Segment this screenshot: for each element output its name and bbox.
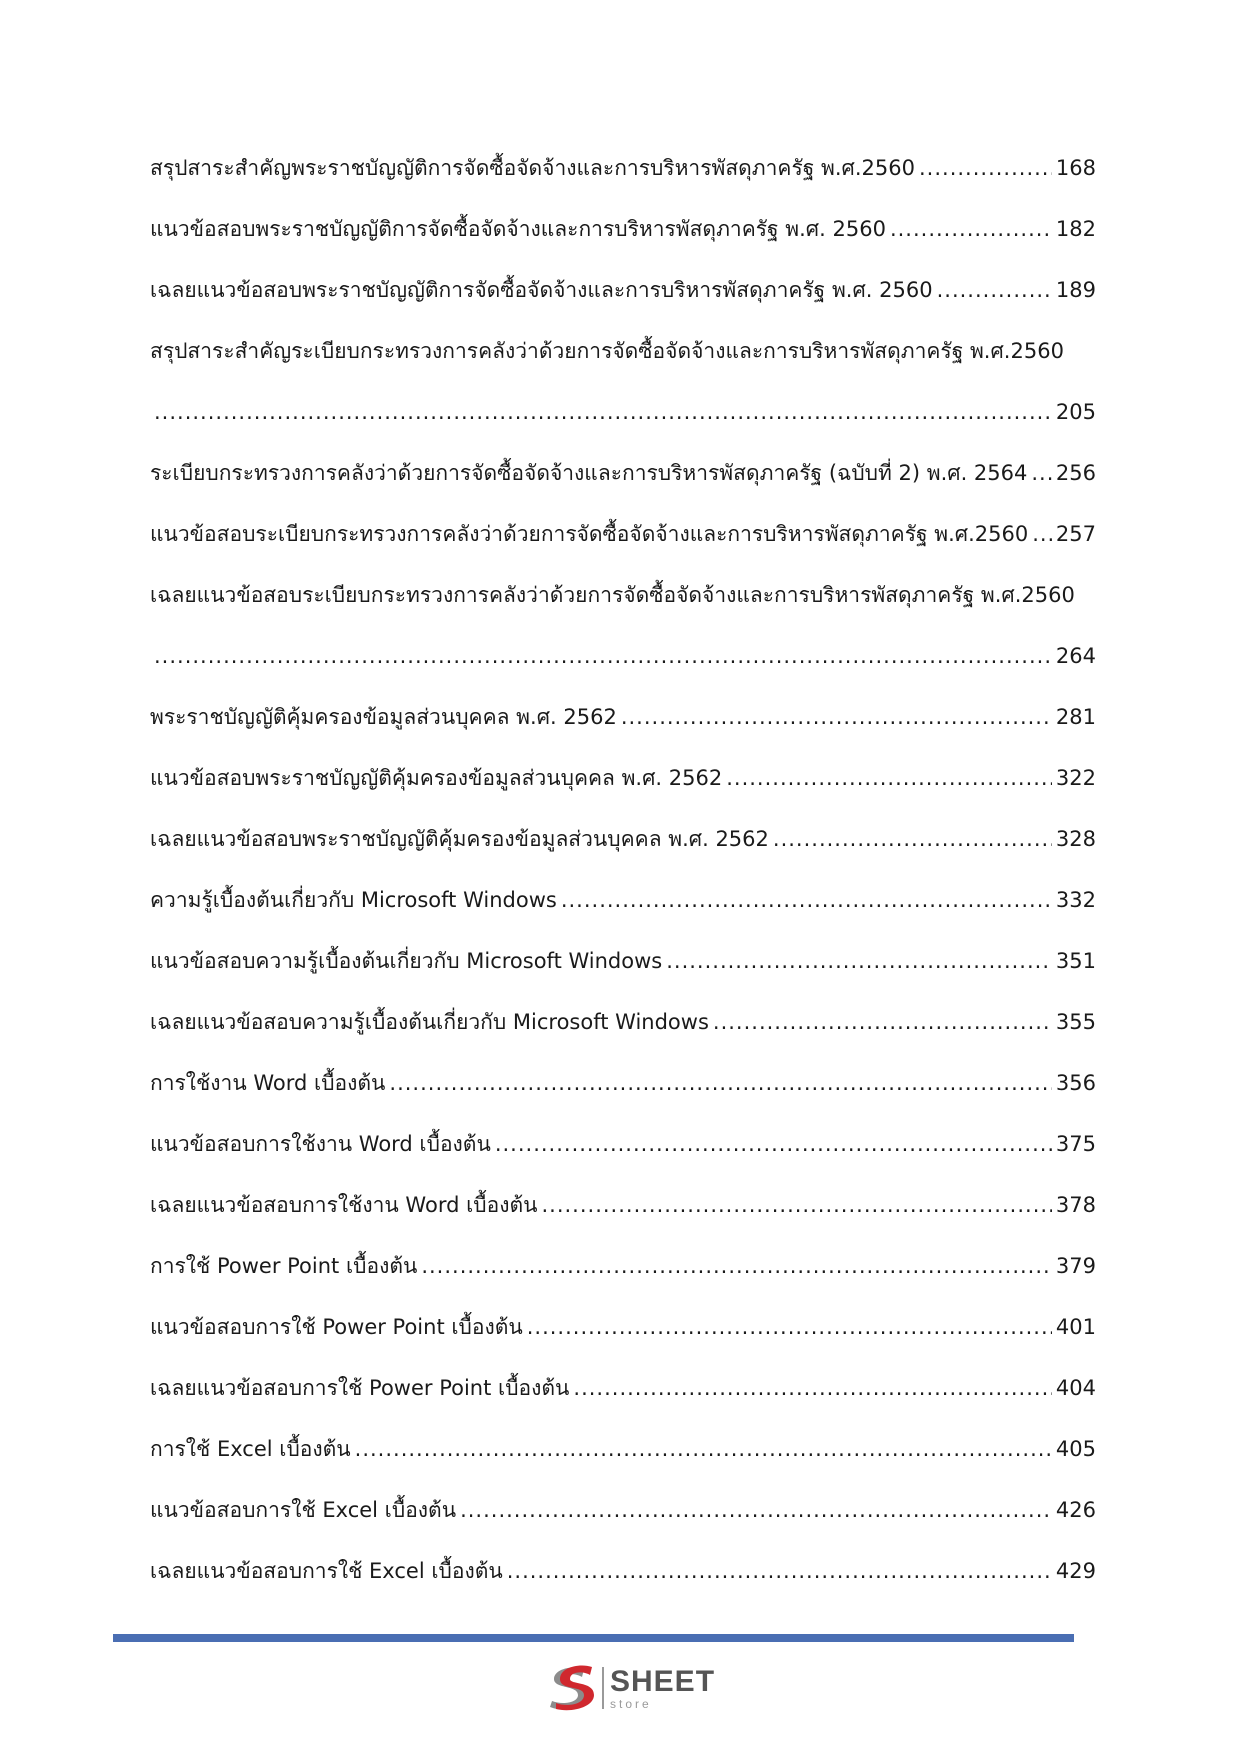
toc-dot-leader bbox=[773, 825, 1052, 853]
toc-entry-page: 379 bbox=[1055, 1254, 1096, 1278]
toc-entry[interactable] bbox=[150, 215, 1096, 276]
toc-entry-page: 264 bbox=[1055, 644, 1096, 668]
toc-dot-leader bbox=[154, 642, 1052, 670]
toc-entry-page: 189 bbox=[1055, 278, 1096, 302]
logo-subword: store bbox=[610, 1696, 652, 1711]
toc-entry-page: 351 bbox=[1055, 949, 1096, 973]
sheet-store-logo-icon bbox=[544, 1663, 600, 1713]
toc-dot-leader bbox=[726, 764, 1052, 792]
toc-entry[interactable] bbox=[150, 1191, 1096, 1252]
toc-entry-page: 426 bbox=[1055, 1498, 1096, 1522]
toc-entry-page: 401 bbox=[1055, 1315, 1096, 1339]
toc-dot-leader bbox=[154, 398, 1052, 426]
toc-dot-leader bbox=[389, 1069, 1052, 1097]
toc-dot-leader bbox=[713, 1008, 1052, 1036]
toc-entry-title: เฉลยแนวข้อสอบการใช้ Power Point เบื้องต้น bbox=[150, 1376, 570, 1400]
toc-entry[interactable] bbox=[150, 276, 1096, 337]
toc-dot-leader bbox=[919, 154, 1052, 182]
toc-entry-title: เฉลยแนวข้อสอบความรู้เบื้องต้นเกี่ยวกับ Microsoft Windows bbox=[150, 1010, 709, 1034]
toc-entry-title: แนวข้อสอบการใช้ Excel เบื้องต้น bbox=[150, 1498, 457, 1522]
toc-entry[interactable] bbox=[150, 337, 1096, 459]
toc-dot-leader bbox=[495, 1130, 1052, 1158]
toc-dot-leader bbox=[1032, 520, 1052, 548]
toc-entry-title: การใช้งาน Word เบื้องต้น bbox=[150, 1071, 386, 1095]
toc-entry-title: เฉลยแนวข้อสอบการใช้ Excel เบื้องต้น bbox=[150, 1559, 503, 1583]
toc-entry-page: 355 bbox=[1055, 1010, 1096, 1034]
toc-entry-line bbox=[150, 642, 1096, 703]
toc-entry-page: 405 bbox=[1055, 1437, 1096, 1461]
toc-entry-title: เฉลยแนวข้อสอบระเบียบกระทรวงการคลังว่าด้วยการจัดซื้อจัดจ้างและการบริหารพัสดุภาครัฐ พ.ศ.2560 bbox=[150, 583, 1075, 607]
toc-entry-page: 322 bbox=[1055, 766, 1096, 790]
toc-dot-leader bbox=[666, 947, 1052, 975]
toc-dot-leader bbox=[460, 1496, 1052, 1524]
toc-entry-title: เฉลยแนวข้อสอบพระราชบัญญัติการจัดซื้อจัดจ้างและการบริหารพัสดุภาครัฐ พ.ศ. 2560 bbox=[150, 278, 933, 302]
toc-entry[interactable] bbox=[150, 1252, 1096, 1313]
toc-entry-page: 182 bbox=[1055, 217, 1096, 241]
toc-entry[interactable] bbox=[150, 1496, 1096, 1557]
toc-entry-title: แนวข้อสอบพระราชบัญญัติคุ้มครองข้อมูลส่วนบุคคล พ.ศ. 2562 bbox=[150, 766, 723, 790]
toc-entry[interactable] bbox=[150, 703, 1096, 764]
toc-entry[interactable] bbox=[150, 1130, 1096, 1191]
toc-entry-title: เฉลยแนวข้อสอบพระราชบัญญัติคุ้มครองข้อมูลส่วนบุคคล พ.ศ. 2562 bbox=[150, 827, 769, 851]
toc-entry-title: การใช้ Power Point เบื้องต้น bbox=[150, 1254, 418, 1278]
toc-entry-page: 378 bbox=[1055, 1193, 1096, 1217]
toc-entry-title: ความรู้เบื้องต้นเกี่ยวกับ Microsoft Windows bbox=[150, 888, 557, 912]
table-of-contents bbox=[150, 154, 1096, 1618]
toc-entry[interactable] bbox=[150, 520, 1096, 581]
toc-dot-leader bbox=[890, 215, 1052, 243]
toc-entry[interactable] bbox=[150, 764, 1096, 825]
toc-entry-title: แนวข้อสอบความรู้เบื้องต้นเกี่ยวกับ Microsoft Windows bbox=[150, 949, 663, 973]
toc-entry-page: 404 bbox=[1055, 1376, 1096, 1400]
toc-dot-leader bbox=[541, 1191, 1051, 1219]
toc-entry-page: 168 bbox=[1055, 156, 1096, 180]
toc-dot-leader bbox=[1031, 459, 1052, 487]
toc-entry[interactable] bbox=[150, 1435, 1096, 1496]
toc-entry[interactable] bbox=[150, 886, 1096, 947]
toc-entry-title: แนวข้อสอบระเบียบกระทรวงการคลังว่าด้วยการจัดซื้อจัดจ้างและการบริหารพัสดุภาครัฐ พ.ศ.2560 bbox=[150, 522, 1029, 546]
toc-entry-title: เฉลยแนวข้อสอบการใช้งาน Word เบื้องต้น bbox=[150, 1193, 538, 1217]
toc-entry-title: พระราชบัญญัติคุ้มครองข้อมูลส่วนบุคคล พ.ศ. 2562 bbox=[150, 705, 617, 729]
logo-separator bbox=[602, 1667, 604, 1709]
toc-entry-line bbox=[150, 337, 1096, 398]
toc-entry[interactable] bbox=[150, 459, 1096, 520]
toc-dot-leader bbox=[527, 1313, 1052, 1341]
toc-entry[interactable] bbox=[150, 1374, 1096, 1435]
toc-entry-page: 429 bbox=[1055, 1559, 1096, 1583]
sheet-store-logo bbox=[544, 1663, 715, 1713]
toc-entry-title: สรุปสาระสำคัญพระราชบัญญัติการจัดซื้อจัดจ้างและการบริหารพัสดุภาครัฐ พ.ศ.2560 bbox=[150, 156, 915, 180]
toc-entry[interactable] bbox=[150, 1008, 1096, 1069]
toc-dot-leader bbox=[507, 1557, 1052, 1585]
toc-entry-title: แนวข้อสอบการใช้ Power Point เบื้องต้น bbox=[150, 1315, 523, 1339]
toc-entry-page: 281 bbox=[1055, 705, 1096, 729]
toc-entry-title: การใช้ Excel เบื้องต้น bbox=[150, 1437, 351, 1461]
toc-dot-leader bbox=[421, 1252, 1052, 1280]
toc-entry-page: 256 bbox=[1055, 461, 1096, 485]
toc-entry[interactable] bbox=[150, 581, 1096, 703]
logo-word: SHEET bbox=[610, 1664, 716, 1698]
toc-entry-page: 332 bbox=[1055, 888, 1096, 912]
footer-rule bbox=[113, 1634, 1074, 1642]
toc-dot-leader bbox=[573, 1374, 1052, 1402]
toc-dot-leader bbox=[621, 703, 1052, 731]
toc-entry[interactable] bbox=[150, 825, 1096, 886]
logo-text bbox=[610, 1664, 716, 1711]
toc-entry-page: 356 bbox=[1055, 1071, 1096, 1095]
toc-entry-page: 375 bbox=[1055, 1132, 1096, 1156]
toc-entry-page: 257 bbox=[1055, 522, 1096, 546]
toc-entry-page: 328 bbox=[1055, 827, 1096, 851]
toc-entry[interactable] bbox=[150, 1069, 1096, 1130]
toc-entry[interactable] bbox=[150, 1557, 1096, 1618]
toc-entry-title: ระเบียบกระทรวงการคลังว่าด้วยการจัดซื้อจัดจ้างและการบริหารพัสดุภาครัฐ (ฉบับที่ 2) พ.ศ. 2564 bbox=[150, 461, 1028, 485]
toc-entry-line bbox=[150, 581, 1096, 642]
toc-entry[interactable] bbox=[150, 154, 1096, 215]
toc-entry-title: แนวข้อสอบการใช้งาน Word เบื้องต้น bbox=[150, 1132, 491, 1156]
toc-dot-leader bbox=[561, 886, 1052, 914]
toc-entry-page: 205 bbox=[1055, 400, 1096, 424]
toc-dot-leader bbox=[355, 1435, 1052, 1463]
toc-entry-line bbox=[150, 398, 1096, 459]
toc-entry[interactable] bbox=[150, 947, 1096, 1008]
toc-dot-leader bbox=[937, 276, 1052, 304]
toc-entry-title: แนวข้อสอบพระราชบัญญัติการจัดซื้อจัดจ้างและการบริหารพัสดุภาครัฐ พ.ศ. 2560 bbox=[150, 217, 886, 241]
toc-entry-title: สรุปสาระสำคัญระเบียบกระทรวงการคลังว่าด้วยการจัดซื้อจัดจ้างและการบริหารพัสดุภาครัฐ พ.ศ.2560 bbox=[150, 339, 1064, 363]
toc-entry[interactable] bbox=[150, 1313, 1096, 1374]
